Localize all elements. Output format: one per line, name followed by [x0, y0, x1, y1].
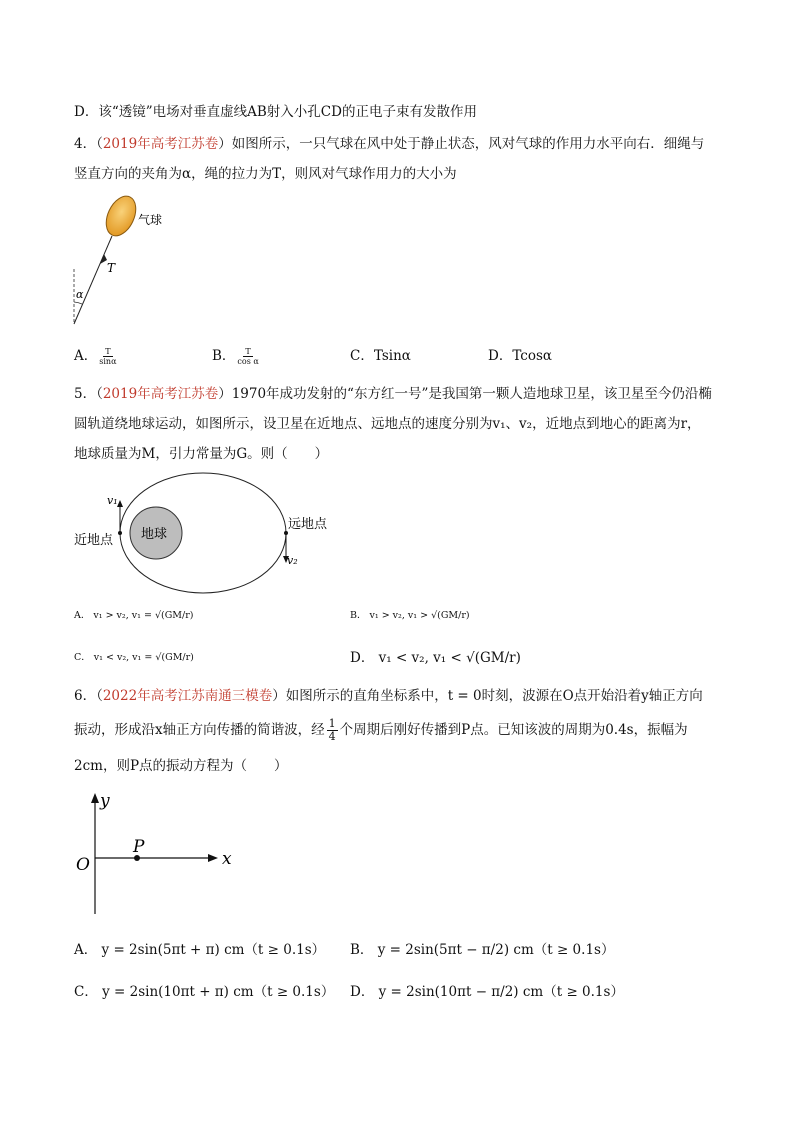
q4-source: 2019年高考江苏卷 — [102, 136, 219, 152]
q5-stem-line2: 圆轨道绕地球运动，如图所示，设卫星在近地点、远地点的速度分别为v₁、v₂，近地点到地心的距离为r， — [74, 416, 701, 432]
q6-source: 2022年高考江苏南通三模卷 — [102, 688, 273, 704]
alpha-label: α — [76, 288, 84, 301]
q5-option-a: A． v₁ > v₂, v₁ = √(GM/r) — [74, 610, 194, 621]
angle-arc — [74, 302, 82, 304]
rope-line — [74, 236, 112, 324]
q4-balloon-figure — [66, 194, 186, 328]
earth-label: 地球 — [141, 527, 168, 542]
q6-option-a: A． y = 2sin(5πt + π) cm（t ≥ 0.1s） — [74, 942, 326, 958]
v2-label: v₂ — [287, 554, 298, 567]
q5-option-d: D． v₁ < v₂, v₁ < √(GM/r) — [350, 650, 521, 666]
balloon-label: 气球 — [138, 213, 163, 227]
q4-option-b: B． $\frac{T}{\text{cos α}}$ — [212, 347, 259, 366]
q4-option-c: C．Tsinα — [350, 348, 411, 364]
perigee-label: 近地点 — [74, 533, 114, 548]
tension-arrow — [100, 254, 107, 264]
apogee-label: 远地点 — [288, 517, 328, 532]
q5-stem-line3: 地球质量为M，引力常量为G。则（ ） — [74, 446, 329, 462]
y-axis-label: y — [100, 791, 110, 811]
q4-stem-line2: 竖直方向的夹角为α，绳的拉力为T，则风对气球作用力的大小为 — [74, 166, 457, 182]
x-axis-label: x — [222, 849, 232, 869]
p-label: P — [133, 837, 145, 857]
q4-option-d: D．Tcosα — [488, 348, 553, 364]
q6-stem-line1: 6．（2022年高考江苏南通三模卷）如图所示的直角坐标系中，t = 0时刻，波源在O点开始沿着y轴正方向 — [74, 688, 703, 704]
q3-option-d: D．该“透镜”电场对垂直虚线AB射入小孔CD的正电子束有发散作用 — [74, 104, 477, 120]
origin-label: O — [76, 855, 90, 875]
q5-source: 2019年高考江苏卷 — [102, 386, 219, 402]
q4-option-a: A． $\frac{T}{\sin\alpha}$ — [74, 347, 117, 366]
q6-axes-figure — [72, 788, 242, 918]
q5-stem-line1: 5．（2019年高考江苏卷）1970年成功发射的“东方红一号”是我国第一颗人造地球卫星，该卫星至今仍沿椭 — [74, 386, 712, 402]
tension-label: T — [107, 261, 116, 275]
q6-stem-line3: 2cm，则P点的振动方程为（ ） — [74, 758, 288, 774]
q4-stem-line1: 4．（2019年高考江苏卷）如图所示，一只气球在风中处于静止状态，风对气球的作用力水平向右．细绳与 — [74, 136, 705, 152]
q6-stem-line2: 振动，形成沿x轴正方向传播的简谐波，经 $\frac{1}{4}$ 个周期后刚好传播到P点。已知该波的周期为0.4s，振幅为 — [74, 717, 688, 743]
q6-option-c: C． y = 2sin(10πt + π) cm（t ≥ 0.1s） — [74, 984, 335, 1000]
q5-orbit-figure — [70, 470, 340, 596]
v1-label: v₁ — [107, 494, 118, 507]
q5-option-b: B． v₁ > v₂, v₁ > √(GM/r) — [350, 610, 470, 621]
balloon-shape — [100, 194, 141, 241]
q5-option-c: C． v₁ < v₂, v₁ = √(GM/r) — [74, 652, 194, 663]
q6-option-d: D． y = 2sin(10πt − π/2) cm（t ≥ 0.1s） — [350, 984, 624, 1000]
q6-option-b: B． y = 2sin(5πt − π/2) cm（t ≥ 0.1s） — [350, 942, 615, 958]
